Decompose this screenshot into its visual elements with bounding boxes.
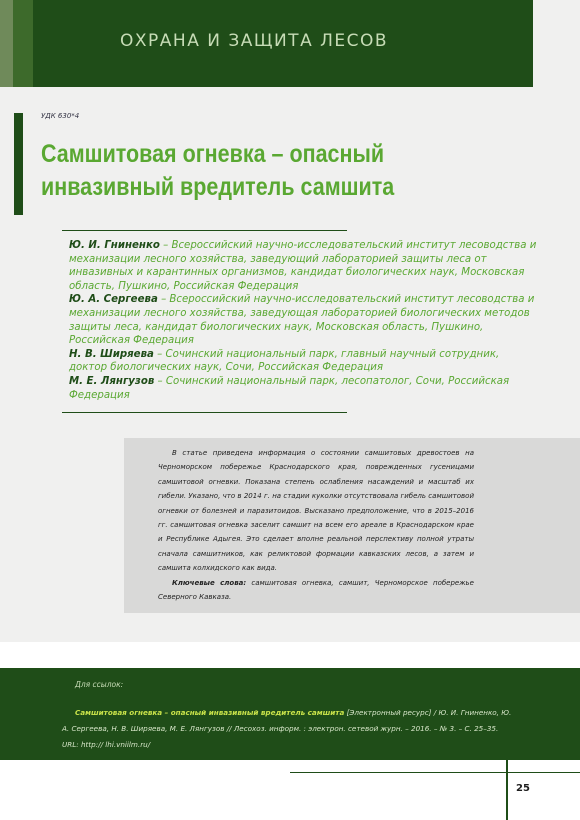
article-title-line-1: Самшитовая огневка – опасный (41, 140, 385, 168)
abstract-body: В статье приведена информация о состоянии самшитовых древостоев на Черноморском побережье Краснодарского края, поврежденных гусеницами самшитовой огневки. Показана степень ослабления насаждений и масштаб их гибели. Указано, что в 2014 г. на стадии куколки отсутствовала гибель самшитовой огневки от болезней и паразитоидов. Высказано предположение, что в 2015–2016 гг. самшитовая огневка заселит самшит на всем его ареале в Краснодарском крае и Республике Адыгея. Это сделает вполне реальной перспективу полной утраты сначала самшитников, как реликтовой формации кавказских лесов, а затем и самшита колхидского как вида. (158, 449, 474, 573)
author-entry (69, 375, 539, 402)
author-affiliation: – Всероссийский научно-исследовательский институт лесоводства и механизации лесного хозяйства, заведующая лабораторией биологических методов защиты леса, кандидат биологических наук, Московская область, Пушкино, Российская Федерация (69, 294, 535, 347)
author-name: Ю. А. Сергеева (69, 294, 158, 306)
authors-list (69, 239, 539, 402)
citation-text (62, 705, 512, 753)
udk-code: УДК 630*4 (41, 112, 80, 120)
keywords-label: Ключевые слова: (172, 578, 247, 587)
section-header (0, 0, 580, 87)
page-number: 25 (516, 783, 530, 794)
citation-label: Для ссылок: (75, 680, 124, 689)
keywords-list: самшитовая огневка, самшит, Черноморское побережье Северного Кавказа. (158, 578, 474, 602)
author-entry (69, 239, 539, 293)
footer-rule (290, 772, 580, 773)
author-name: М. Е. Лянгузов (69, 375, 155, 387)
author-affiliation: – Сочинский национальный парк, главный научный сотрудник, доктор биологических наук, Сочи, Российская Федерация (69, 348, 500, 374)
section-title: ОХРАНА И ЗАЩИТА ЛЕСОВ (120, 31, 389, 51)
article-title-line-2: инвазивный вредитель самшита (41, 173, 395, 201)
keywords (158, 576, 474, 605)
header-stripe-mid (13, 0, 33, 87)
footer-divider (506, 746, 508, 820)
authors-rule-top (62, 230, 347, 231)
authors-rule-bottom (62, 412, 347, 413)
author-name: Ю. И. Гниненко (69, 240, 160, 251)
article-title (41, 138, 488, 204)
author-entry (69, 293, 539, 347)
abstract (158, 446, 474, 604)
citation-details: [Электронный ресурс] / Ю. И. Гниненко, Ю. А. Сергеева, Н. В. Ширяева, М. Е. Лянгузов // Лесохоз. информ. : электрон. сетевой журн. – 2016. – № 3. – С. 25–35. URL: http:// lhi.vniilm.ru/ (62, 708, 512, 749)
author-name: Н. В. Ширяева (69, 348, 154, 360)
author-affiliation: – Сочинский национальный парк, лесопатолог, Сочи, Российская Федерация (69, 375, 510, 401)
header-stripe-light (0, 0, 13, 87)
author-affiliation: – Всероссийский научно-исследовательский институт лесоводства и механизации лесного хозяйства, заведующий лабораторией защиты леса от инвазивных и карантинных организмов, кандидат биологических наук, Московская область, Пушкино, Российская Федерация (69, 240, 537, 292)
citation-title: Самшитовая огневка – опасный инвазивный вредитель самшита (75, 708, 345, 717)
author-entry (69, 348, 539, 375)
title-accent-bar (14, 113, 23, 215)
